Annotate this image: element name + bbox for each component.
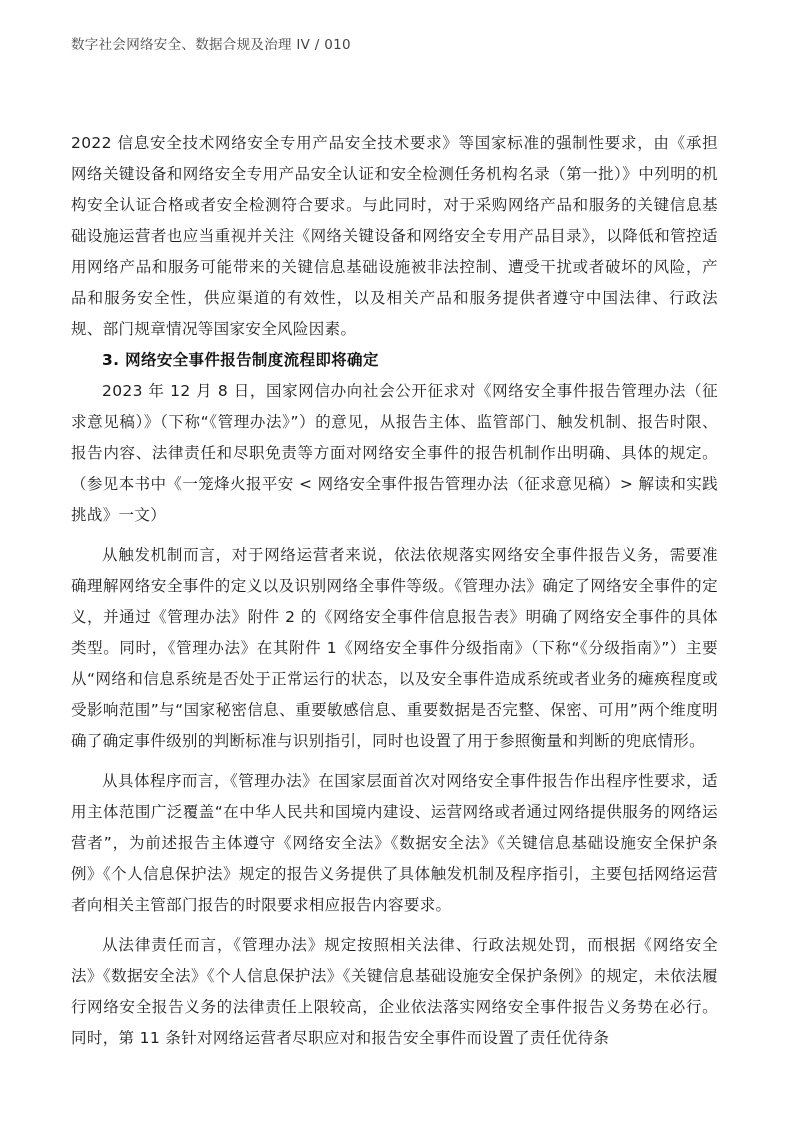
section-heading-3: 3. 网络安全事件报告制度流程即将确定 (102, 351, 379, 369)
running-header: 数字社会网络安全、数据合规及治理 IV / 010 (71, 37, 351, 53)
paragraph-4: 从具体程序而言，《管理办法》在国家层面首次对网络安全事件报告作出程序性要求，适用主体范围广泛覆盖“在中华人民共和国境内建设、运营网络或者通过网络提供服务的网络运营者”，为前述报告主体遵守《网络安全法》《数据安全法》《关键信息基础设施安全保护条例》《个人信息保护法》规定的报告义务提供了具体触发机制及程序指引，主要包括网络运营者向相关主管部门报告的时限要求相应报告内容要求。 (71, 772, 718, 914)
paragraph-gap (71, 531, 718, 540)
body-text (71, 128, 718, 1054)
paragraph-gap (71, 921, 718, 930)
paragraph-1: 2022 信息安全技术网络安全专用产品安全技术要求》等国家标准的强制性要求，由《承担网络关键设备和网络安全专用产品安全认证和安全检测任务机构名录（第一批）》中列明的机构安全认证合格或者安全检测符合要求。与此同时，对于采购网络产品和服务的关键信息基础设施运营者也应当重视并关注《网络关键设备和网络安全专用产品目录》，以降低和管控适用网络产品和服务可能带来的关键信息基础设施被非法控制、遭受干扰或者破坏的风险，产品和服务安全性，供应渠道的有效性，以及相关产品和服务提供者遵守中国法律、行政法规、部门规章情况等国家安全风险因素。 (71, 134, 718, 338)
paragraph-2: 2023 年 12 月 8 日，国家网信办向社会公开征求对《网络安全事件报告管理办法（征求意见稿）》（下称“《管理办法》”）的意见，从报告主体、监管部门、触发机制、报告时限、报告内容、法律责任和尽职免责等方面对网络安全事件的报告机制作出明确、具体的规定。（参见本书中《一笼烽火报平安 < 网络安全事件报告管理办法（征求意见稿）> 解读和实践挑战》一文） (71, 382, 718, 524)
paragraph-gap (71, 757, 718, 766)
paragraph-3: 从触发机制而言，对于网络运营者来说，依法依规落实网络安全事件报告义务，需要准确理解网络安全事件的定义以及识别网络全事件等级。《管理办法》确定了网络安全事件的定义，并通过《管理办法》附件 2 的《网络安全事件信息报告表》明确了网络安全事件的具体类型。同时，《管理办法》在其附件 1《网络安全事件分级指南》（下称“《分级指南》”）主要从“网络和信息系统是否处于正常运行的状态，以及安全事件造成系统或者业务的瘫痪程度或受影响范围”与“国家秘密信息、重要敏感信息、重要数据是否完整、保密、可用”两个维度明确了确定事件级别的判断标准与识别指引，同时也设置了用于参照衡量和判断的兜底情形。 (71, 546, 718, 750)
paragraph-5: 从法律责任而言，《管理办法》规定按照相关法律、行政法规处罚，而根据《网络安全法》《数据安全法》《个人信息保护法》《关键信息基础设施安全保护条例》的规定，未依法履行网络安全报告义务的法律责任上限较高，企业依法落实网络安全事件报告义务势在必行。同时，第 11 条针对网络运营者尽职应对和报告安全事件而设置了责任优待条 (71, 936, 718, 1047)
